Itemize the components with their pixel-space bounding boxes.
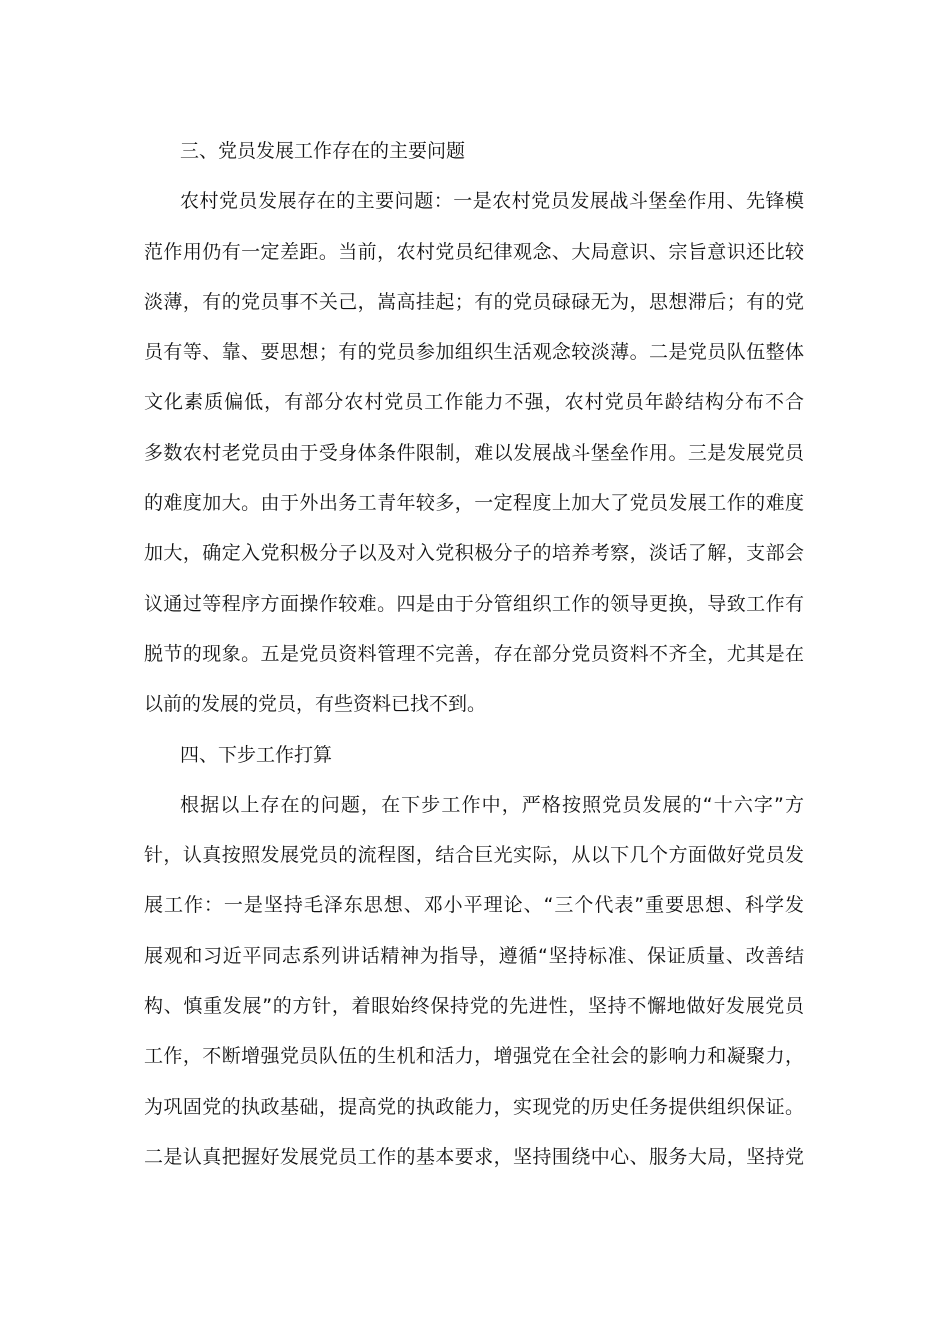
section-heading-line: 四、下步工作打算: [180, 743, 333, 766]
paragraph-line: 为巩固党的执政基础，提高党的执政能力，实现党的历史任务提供组织保证。: [144, 1095, 804, 1118]
paragraph-line: 工作，不断增强党员队伍的生机和活力，增强党在全社会的影响力和凝聚力，: [144, 1045, 804, 1068]
paragraph-line: 范作用仍有一定差距。当前，农村党员纪律观念、大局意识、宗旨意识还比较: [144, 240, 804, 263]
paragraph-line: 二是认真把握好发展党员工作的基本要求，坚持围绕中心、服务大局，坚持党: [144, 1145, 804, 1168]
paragraph-line: 针，认真按照发展党员的流程图，结合巨光实际，从以下几个方面做好党员发: [144, 844, 804, 867]
paragraph-line: 展观和习近平同志系列讲话精神为指导，遵循“坚持标准、保证质量、改善结: [144, 944, 804, 967]
paragraph-line: 根据以上存在的问题，在下步工作中，严格按照党员发展的“十六字”方: [180, 793, 804, 816]
paragraph-line: 以前的发展的党员，有些资料已找不到。: [144, 693, 487, 716]
paragraph-line: 脱节的现象。五是党员资料管理不完善，存在部分党员资料不齐全，尤其是在: [144, 642, 804, 665]
paragraph-line: 淡薄，有的党员事不关己，嵩高挂起；有的党员碌碌无为，思想滞后；有的党: [144, 290, 804, 313]
paragraph-line: 加大，确定入党积极分子以及对入党积极分子的培养考察，淡话了解，支部会: [144, 542, 804, 565]
paragraph-line: 构、慎重发展”的方针，着眼始终保持党的先进性，坚持不懈地做好发展党员: [144, 995, 804, 1018]
section-heading-line: 三、党员发展工作存在的主要问题: [180, 140, 466, 162]
paragraph-line: 展工作：一是坚持毛泽东思想、邓小平理论、“三个代表”重要思想、科学发: [144, 894, 804, 917]
document-body: [144, 126, 804, 1182]
paragraph-line: 多数农村老党员由于受身体条件限制，难以发展战斗堡垒作用。三是发展党员: [144, 441, 804, 464]
paragraph-line: 员有等、靠、要思想；有的党员参加组织生活观念较淡薄。二是党员队伍整体: [144, 341, 804, 364]
paragraph-line: 农村党员发展存在的主要问题：一是农村党员发展战斗堡垒作用、先锋模: [180, 190, 804, 213]
paragraph-line: 的难度加大。由于外出务工青年较多，一定程度上加大了党员发展工作的难度: [144, 492, 804, 515]
paragraph-line: 文化素质偏低，有部分农村党员工作能力不强，农村党员年龄结构分布不合: [144, 391, 804, 414]
paragraph-line: 议通过等程序方面操作较难。四是由于分管组织工作的领导更换，导致工作有: [144, 592, 804, 615]
